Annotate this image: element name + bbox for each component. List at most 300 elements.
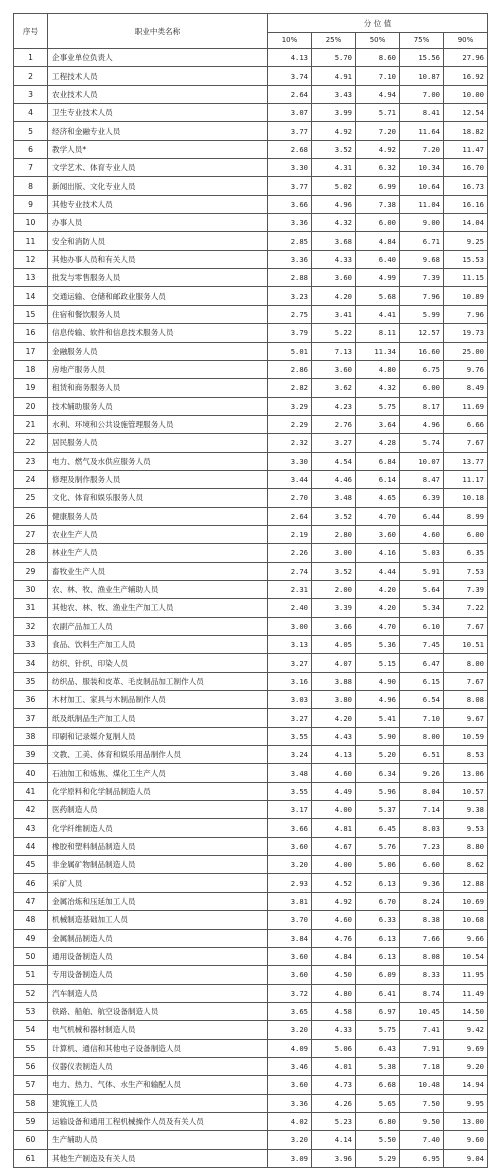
cell-p50: 5.37 — [356, 801, 400, 819]
table-row — [14, 984, 488, 1002]
cell-index: 45 — [14, 856, 48, 874]
cell-p90: 8.99 — [444, 507, 488, 525]
cell-p25: 4.49 — [312, 782, 356, 800]
cell-p50: 4.92 — [356, 140, 400, 158]
cell-p90: 14.94 — [444, 1076, 488, 1094]
cell-occupation-name: 企事业单位负责人 — [48, 49, 268, 67]
cell-index: 4 — [14, 104, 48, 122]
cell-p50: 8.60 — [356, 49, 400, 67]
table-row — [14, 947, 488, 965]
cell-p10: 2.93 — [268, 874, 312, 892]
cell-p90: 11.15 — [444, 269, 488, 287]
cell-p25: 4.52 — [312, 874, 356, 892]
cell-p50: 4.70 — [356, 617, 400, 635]
cell-p10: 3.72 — [268, 984, 312, 1002]
cell-p25: 4.76 — [312, 929, 356, 947]
cell-p75: 12.57 — [400, 324, 444, 342]
cell-p75: 7.41 — [400, 1021, 444, 1039]
cell-index: 46 — [14, 874, 48, 892]
cell-index: 58 — [14, 1094, 48, 1112]
cell-p25: 7.13 — [312, 342, 356, 360]
cell-p25: 3.96 — [312, 1149, 356, 1167]
cell-p75: 6.95 — [400, 1149, 444, 1167]
table-row — [14, 287, 488, 305]
cell-index: 41 — [14, 782, 48, 800]
cell-p50: 4.99 — [356, 269, 400, 287]
cell-p25: 3.52 — [312, 140, 356, 158]
cell-p50: 5.71 — [356, 104, 400, 122]
cell-occupation-name: 技术辅助服务人员 — [48, 397, 268, 415]
cell-p75: 7.00 — [400, 85, 444, 103]
cell-p75: 7.20 — [400, 140, 444, 158]
cell-p25: 4.43 — [312, 727, 356, 745]
cell-p75: 5.64 — [400, 580, 444, 598]
cell-p25: 4.46 — [312, 470, 356, 488]
cell-p90: 9.38 — [444, 801, 488, 819]
cell-p50: 4.80 — [356, 360, 400, 378]
cell-p25: 2.80 — [312, 525, 356, 543]
cell-p10: 3.36 — [268, 214, 312, 232]
cell-p10: 2.19 — [268, 525, 312, 543]
table-row — [14, 727, 488, 745]
cell-p75: 10.07 — [400, 452, 444, 470]
cell-index: 8 — [14, 177, 48, 195]
table-row — [14, 1094, 488, 1112]
cell-index: 32 — [14, 617, 48, 635]
percentile-table — [13, 13, 488, 1168]
cell-occupation-name: 批发与零售服务人员 — [48, 269, 268, 287]
cell-p10: 3.66 — [268, 819, 312, 837]
cell-p75: 9.68 — [400, 250, 444, 268]
cell-index: 60 — [14, 1131, 48, 1149]
cell-index: 44 — [14, 837, 48, 855]
cell-p90: 11.47 — [444, 140, 488, 158]
cell-index: 5 — [14, 122, 48, 140]
cell-p25: 5.70 — [312, 49, 356, 67]
cell-p50: 6.45 — [356, 819, 400, 837]
table-row — [14, 49, 488, 67]
cell-p25: 3.52 — [312, 562, 356, 580]
cell-p25: 4.23 — [312, 397, 356, 415]
cell-p75: 8.17 — [400, 397, 444, 415]
cell-p25: 4.05 — [312, 636, 356, 654]
cell-p50: 6.09 — [356, 966, 400, 984]
cell-occupation-name: 非金属矿物制品制造人员 — [48, 856, 268, 874]
cell-index: 11 — [14, 232, 48, 250]
cell-p75: 8.03 — [400, 819, 444, 837]
table-row — [14, 104, 488, 122]
cell-p90: 10.00 — [444, 85, 488, 103]
table-row — [14, 1076, 488, 1094]
column-header-p50: 50% — [356, 33, 400, 49]
cell-index: 52 — [14, 984, 48, 1002]
table-row — [14, 232, 488, 250]
cell-p75: 16.60 — [400, 342, 444, 360]
cell-p25: 4.92 — [312, 122, 356, 140]
cell-p90: 8.00 — [444, 654, 488, 672]
cell-index: 10 — [14, 214, 48, 232]
table-row — [14, 562, 488, 580]
cell-p25: 3.66 — [312, 617, 356, 635]
cell-p90: 7.67 — [444, 434, 488, 452]
cell-p10: 2.31 — [268, 580, 312, 598]
cell-p10: 3.24 — [268, 746, 312, 764]
table-row — [14, 544, 488, 562]
cell-occupation-name: 农业生产人员 — [48, 525, 268, 543]
cell-p50: 5.75 — [356, 1021, 400, 1039]
cell-occupation-name: 其他生产制造及有关人员 — [48, 1149, 268, 1167]
column-header-p75: 75% — [400, 33, 444, 49]
cell-index: 16 — [14, 324, 48, 342]
table-row — [14, 324, 488, 342]
table-body — [14, 49, 488, 1168]
cell-occupation-name: 农、林、牧、渔业生产辅助人员 — [48, 580, 268, 598]
cell-p75: 6.75 — [400, 360, 444, 378]
cell-p75: 10.87 — [400, 67, 444, 85]
cell-occupation-name: 水利、环境和公共设施管理服务人员 — [48, 415, 268, 433]
cell-p50: 6.97 — [356, 1002, 400, 1020]
cell-p10: 3.46 — [268, 1057, 312, 1075]
cell-p75: 10.64 — [400, 177, 444, 195]
cell-p25: 4.14 — [312, 1131, 356, 1149]
cell-occupation-name: 采矿人员 — [48, 874, 268, 892]
cell-p10: 3.48 — [268, 764, 312, 782]
cell-occupation-name: 金融服务人员 — [48, 342, 268, 360]
table-row — [14, 159, 488, 177]
cell-occupation-name: 金属制品制造人员 — [48, 929, 268, 947]
cell-p90: 18.82 — [444, 122, 488, 140]
cell-p25: 5.23 — [312, 1112, 356, 1130]
cell-p50: 6.13 — [356, 874, 400, 892]
cell-p90: 9.67 — [444, 709, 488, 727]
cell-p75: 15.56 — [400, 49, 444, 67]
cell-p75: 7.96 — [400, 287, 444, 305]
cell-p50: 6.32 — [356, 159, 400, 177]
cell-p90: 25.00 — [444, 342, 488, 360]
cell-index: 17 — [14, 342, 48, 360]
cell-p25: 4.07 — [312, 654, 356, 672]
cell-index: 15 — [14, 305, 48, 323]
cell-p50: 4.94 — [356, 85, 400, 103]
cell-p25: 4.32 — [312, 214, 356, 232]
cell-occupation-name: 化学纤维制造人员 — [48, 819, 268, 837]
cell-p50: 6.68 — [356, 1076, 400, 1094]
cell-p75: 5.91 — [400, 562, 444, 580]
table-row — [14, 929, 488, 947]
cell-p75: 4.96 — [400, 415, 444, 433]
cell-p10: 4.02 — [268, 1112, 312, 1130]
cell-p25: 4.13 — [312, 746, 356, 764]
cell-p50: 6.84 — [356, 452, 400, 470]
cell-index: 38 — [14, 727, 48, 745]
table-row — [14, 1149, 488, 1167]
cell-p90: 7.96 — [444, 305, 488, 323]
cell-occupation-name: 医药制造人员 — [48, 801, 268, 819]
cell-index: 48 — [14, 911, 48, 929]
cell-p50: 5.06 — [356, 856, 400, 874]
cell-occupation-name: 运输设备和通用工程机械操作人员及有关人员 — [48, 1112, 268, 1130]
cell-p50: 6.33 — [356, 911, 400, 929]
cell-p10: 2.88 — [268, 269, 312, 287]
cell-p10: 3.79 — [268, 324, 312, 342]
cell-p90: 9.66 — [444, 929, 488, 947]
cell-p25: 3.80 — [312, 691, 356, 709]
cell-p50: 5.20 — [356, 746, 400, 764]
table-row — [14, 837, 488, 855]
cell-occupation-name: 信息传输、软件和信息技术服务人员 — [48, 324, 268, 342]
cell-occupation-name: 电气机械和器材制造人员 — [48, 1021, 268, 1039]
cell-occupation-name: 交通运输、仓储和邮政业服务人员 — [48, 287, 268, 305]
cell-index: 3 — [14, 85, 48, 103]
cell-p75: 8.33 — [400, 966, 444, 984]
cell-p90: 10.57 — [444, 782, 488, 800]
cell-index: 36 — [14, 691, 48, 709]
cell-p75: 7.23 — [400, 837, 444, 855]
cell-index: 40 — [14, 764, 48, 782]
cell-p90: 9.60 — [444, 1131, 488, 1149]
cell-p75: 8.08 — [400, 947, 444, 965]
cell-p10: 3.81 — [268, 892, 312, 910]
cell-p90: 27.96 — [444, 49, 488, 67]
table-row — [14, 580, 488, 598]
cell-p10: 3.60 — [268, 1076, 312, 1094]
cell-p75: 8.41 — [400, 104, 444, 122]
cell-p25: 2.00 — [312, 580, 356, 598]
table-row — [14, 269, 488, 287]
table-row — [14, 966, 488, 984]
cell-p10: 2.70 — [268, 489, 312, 507]
cell-index: 19 — [14, 379, 48, 397]
cell-p90: 9.95 — [444, 1094, 488, 1112]
cell-occupation-name: 文化、体育和娱乐服务人员 — [48, 489, 268, 507]
cell-p90: 10.59 — [444, 727, 488, 745]
cell-occupation-name: 橡胶和塑料制品制造人员 — [48, 837, 268, 855]
cell-p90: 8.62 — [444, 856, 488, 874]
cell-p25: 3.60 — [312, 269, 356, 287]
table-row — [14, 911, 488, 929]
cell-p25: 4.58 — [312, 1002, 356, 1020]
cell-p50: 4.32 — [356, 379, 400, 397]
cell-p25: 4.00 — [312, 856, 356, 874]
cell-p75: 9.26 — [400, 764, 444, 782]
cell-p90: 13.06 — [444, 764, 488, 782]
column-header-name: 职业中类名称 — [48, 14, 268, 49]
cell-occupation-name: 文教、工美、体育和娱乐用品制作人员 — [48, 746, 268, 764]
cell-occupation-name: 文学艺术、体育专业人员 — [48, 159, 268, 177]
cell-index: 6 — [14, 140, 48, 158]
cell-occupation-name: 木材加工、家具与木制品制作人员 — [48, 691, 268, 709]
cell-occupation-name: 畜牧业生产人员 — [48, 562, 268, 580]
cell-p90: 15.53 — [444, 250, 488, 268]
cell-p75: 7.91 — [400, 1039, 444, 1057]
cell-p50: 4.20 — [356, 580, 400, 598]
cell-p10: 3.07 — [268, 104, 312, 122]
cell-occupation-name: 金属冶炼和压延加工人员 — [48, 892, 268, 910]
cell-occupation-name: 生产辅助人员 — [48, 1131, 268, 1149]
cell-p50: 6.13 — [356, 947, 400, 965]
cell-p90: 11.69 — [444, 397, 488, 415]
cell-p90: 16.92 — [444, 67, 488, 85]
cell-occupation-name: 汽车制造人员 — [48, 984, 268, 1002]
cell-p75: 6.39 — [400, 489, 444, 507]
cell-p25: 4.33 — [312, 250, 356, 268]
cell-occupation-name: 通用设备制造人员 — [48, 947, 268, 965]
cell-p90: 7.67 — [444, 617, 488, 635]
cell-p25: 3.00 — [312, 544, 356, 562]
cell-p75: 10.48 — [400, 1076, 444, 1094]
cell-p10: 3.13 — [268, 636, 312, 654]
cell-p10: 2.75 — [268, 305, 312, 323]
table-row — [14, 856, 488, 874]
table-row — [14, 599, 488, 617]
cell-p50: 4.41 — [356, 305, 400, 323]
cell-p10: 3.20 — [268, 856, 312, 874]
cell-p10: 3.00 — [268, 617, 312, 635]
cell-occupation-name: 卫生专业技术人员 — [48, 104, 268, 122]
cell-p10: 2.86 — [268, 360, 312, 378]
cell-p10: 3.30 — [268, 159, 312, 177]
cell-p75: 7.14 — [400, 801, 444, 819]
cell-p90: 6.35 — [444, 544, 488, 562]
cell-p25: 3.48 — [312, 489, 356, 507]
table-row — [14, 636, 488, 654]
cell-p25: 4.81 — [312, 819, 356, 837]
cell-p10: 3.77 — [268, 177, 312, 195]
cell-p50: 3.60 — [356, 525, 400, 543]
cell-p90: 9.42 — [444, 1021, 488, 1039]
cell-index: 37 — [14, 709, 48, 727]
cell-p75: 6.10 — [400, 617, 444, 635]
cell-p90: 7.39 — [444, 580, 488, 598]
column-group-percentile: 分 位 值 — [268, 14, 488, 33]
cell-p10: 2.29 — [268, 415, 312, 433]
cell-p50: 6.99 — [356, 177, 400, 195]
cell-p50: 5.65 — [356, 1094, 400, 1112]
cell-occupation-name: 其他专业技术人员 — [48, 195, 268, 213]
cell-occupation-name: 房地产服务人员 — [48, 360, 268, 378]
cell-index: 49 — [14, 929, 48, 947]
cell-p25: 4.01 — [312, 1057, 356, 1075]
cell-p10: 3.29 — [268, 397, 312, 415]
cell-index: 42 — [14, 801, 48, 819]
cell-p90: 14.50 — [444, 1002, 488, 1020]
cell-p25: 5.02 — [312, 177, 356, 195]
cell-p10: 2.26 — [268, 544, 312, 562]
cell-p50: 7.20 — [356, 122, 400, 140]
table-row — [14, 746, 488, 764]
cell-p75: 5.34 — [400, 599, 444, 617]
cell-index: 21 — [14, 415, 48, 433]
cell-p10: 5.01 — [268, 342, 312, 360]
cell-p50: 5.36 — [356, 636, 400, 654]
cell-p50: 8.11 — [356, 324, 400, 342]
table-row — [14, 654, 488, 672]
cell-p75: 8.24 — [400, 892, 444, 910]
cell-p10: 3.30 — [268, 452, 312, 470]
cell-p25: 3.27 — [312, 434, 356, 452]
cell-p90: 10.89 — [444, 287, 488, 305]
table-row — [14, 1057, 488, 1075]
cell-p25: 4.26 — [312, 1094, 356, 1112]
cell-p75: 6.44 — [400, 507, 444, 525]
cell-p25: 4.20 — [312, 287, 356, 305]
cell-index: 59 — [14, 1112, 48, 1130]
table-row — [14, 1039, 488, 1057]
cell-p90: 12.88 — [444, 874, 488, 892]
cell-p75: 7.50 — [400, 1094, 444, 1112]
cell-p25: 4.80 — [312, 984, 356, 1002]
cell-p75: 6.54 — [400, 691, 444, 709]
table-row — [14, 507, 488, 525]
cell-p75: 5.99 — [400, 305, 444, 323]
cell-p25: 3.88 — [312, 672, 356, 690]
cell-p10: 3.17 — [268, 801, 312, 819]
cell-p90: 9.69 — [444, 1039, 488, 1057]
cell-p50: 5.41 — [356, 709, 400, 727]
cell-index: 23 — [14, 452, 48, 470]
cell-occupation-name: 纸及纸制品生产加工人员 — [48, 709, 268, 727]
cell-p90: 9.25 — [444, 232, 488, 250]
cell-p90: 8.49 — [444, 379, 488, 397]
cell-p50: 5.75 — [356, 397, 400, 415]
cell-p75: 6.15 — [400, 672, 444, 690]
cell-index: 12 — [14, 250, 48, 268]
cell-p25: 4.20 — [312, 709, 356, 727]
cell-occupation-name: 其他农、林、牧、渔业生产加工人员 — [48, 599, 268, 617]
table-row — [14, 140, 488, 158]
table-row — [14, 195, 488, 213]
cell-p50: 6.43 — [356, 1039, 400, 1057]
cell-p10: 2.64 — [268, 507, 312, 525]
cell-p10: 3.55 — [268, 782, 312, 800]
cell-p25: 3.68 — [312, 232, 356, 250]
table-row — [14, 782, 488, 800]
cell-p10: 3.44 — [268, 470, 312, 488]
cell-occupation-name: 农业技术人员 — [48, 85, 268, 103]
cell-index: 1 — [14, 49, 48, 67]
cell-p10: 2.32 — [268, 434, 312, 452]
table-row — [14, 85, 488, 103]
cell-index: 20 — [14, 397, 48, 415]
cell-p90: 9.53 — [444, 819, 488, 837]
cell-p50: 4.70 — [356, 507, 400, 525]
table-row — [14, 709, 488, 727]
cell-p90: 9.04 — [444, 1149, 488, 1167]
cell-index: 24 — [14, 470, 48, 488]
table-row — [14, 874, 488, 892]
cell-p50: 6.13 — [356, 929, 400, 947]
cell-p50: 5.29 — [356, 1149, 400, 1167]
cell-occupation-name: 居民服务人员 — [48, 434, 268, 452]
table-row — [14, 691, 488, 709]
cell-index: 22 — [14, 434, 48, 452]
cell-p25: 4.91 — [312, 67, 356, 85]
cell-occupation-name: 专用设备制造人员 — [48, 966, 268, 984]
cell-index: 55 — [14, 1039, 48, 1057]
cell-p25: 4.00 — [312, 801, 356, 819]
cell-p10: 3.27 — [268, 709, 312, 727]
cell-occupation-name: 纺织、针织、印染人员 — [48, 654, 268, 672]
cell-p25: 4.96 — [312, 195, 356, 213]
cell-index: 57 — [14, 1076, 48, 1094]
table-row — [14, 1021, 488, 1039]
cell-index: 13 — [14, 269, 48, 287]
cell-p75: 11.04 — [400, 195, 444, 213]
cell-p25: 3.39 — [312, 599, 356, 617]
cell-p25: 3.41 — [312, 305, 356, 323]
cell-p75: 5.74 — [400, 434, 444, 452]
cell-p10: 3.70 — [268, 911, 312, 929]
